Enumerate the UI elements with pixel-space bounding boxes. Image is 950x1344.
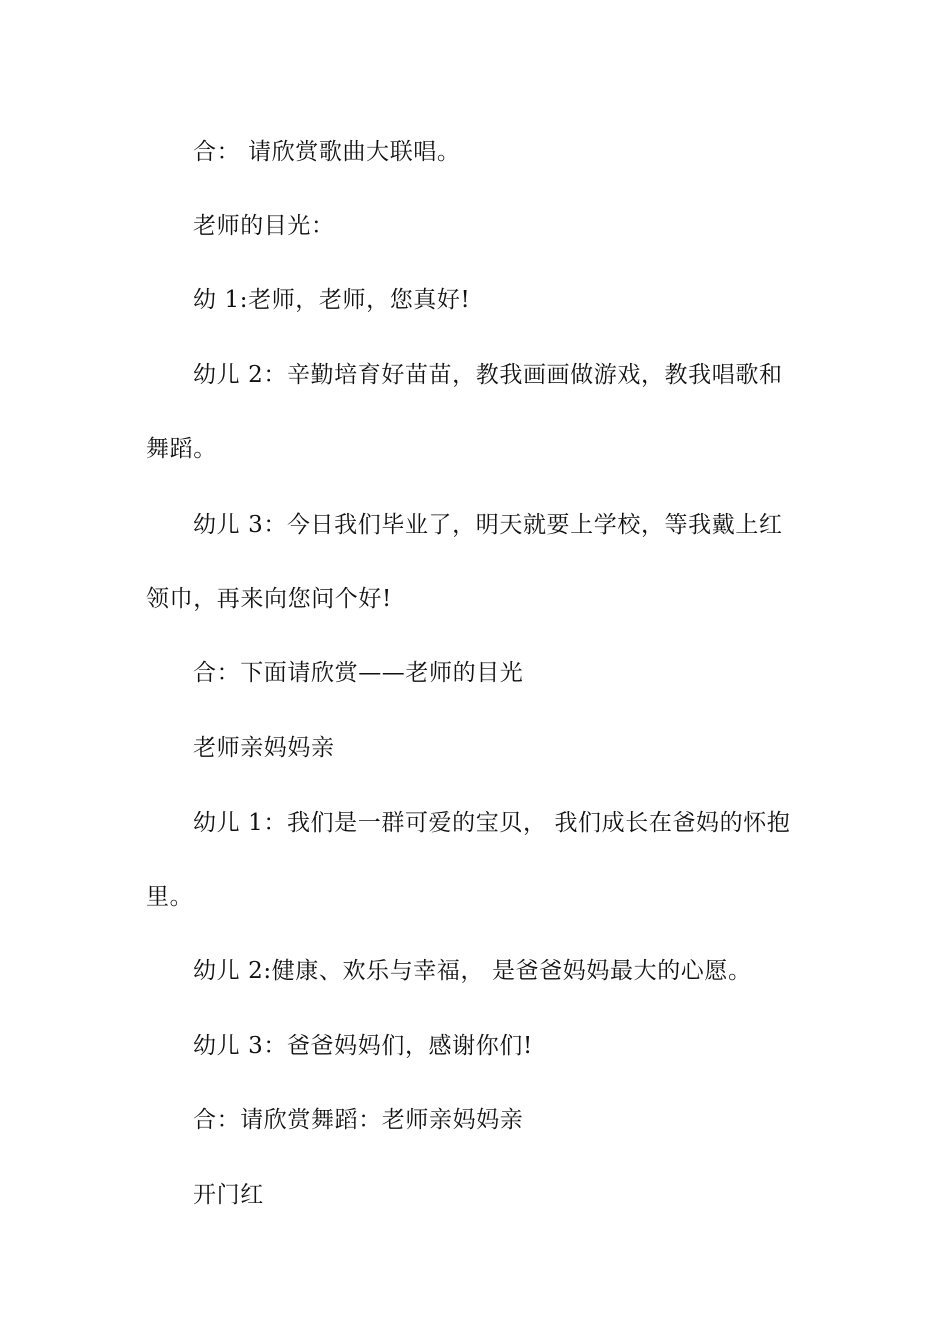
paragraph-line: 幼儿 2:健康、欢乐与幸福， 是爸爸妈妈最大的心愿。: [193, 958, 752, 984]
paragraph-line: 幼 1:老师，老师，您真好!: [193, 287, 471, 313]
paragraph-line: 幼儿 1：我们是一群可爱的宝贝， 我们成长在爸妈的怀抱: [193, 810, 791, 836]
paragraph-line: 合：下面请欣赏——老师的目光: [193, 660, 524, 686]
paragraph-line: 领巾，再来向您问个好!: [146, 586, 392, 612]
paragraph-line: 幼儿 3：今日我们毕业了，明天就要上学校，等我戴上红: [193, 512, 783, 538]
paragraph-line: 幼儿 2：辛勤培育好苗苗，教我画画做游戏，教我唱歌和: [193, 362, 783, 388]
paragraph-line: 老师亲妈妈亲: [193, 735, 335, 761]
paragraph-line: 里。: [146, 884, 194, 910]
paragraph-line: 舞蹈。: [146, 436, 217, 462]
paragraph-line: 合： 请欣赏歌曲大联唱。: [193, 139, 461, 165]
paragraph-line: 老师的目光：: [193, 213, 335, 239]
paragraph-line: 合：请欣赏舞蹈：老师亲妈妈亲: [193, 1107, 524, 1133]
paragraph-line: 开门红: [193, 1182, 264, 1208]
paragraph-line: 幼儿 3：爸爸妈妈们，感谢你们!: [193, 1033, 533, 1059]
